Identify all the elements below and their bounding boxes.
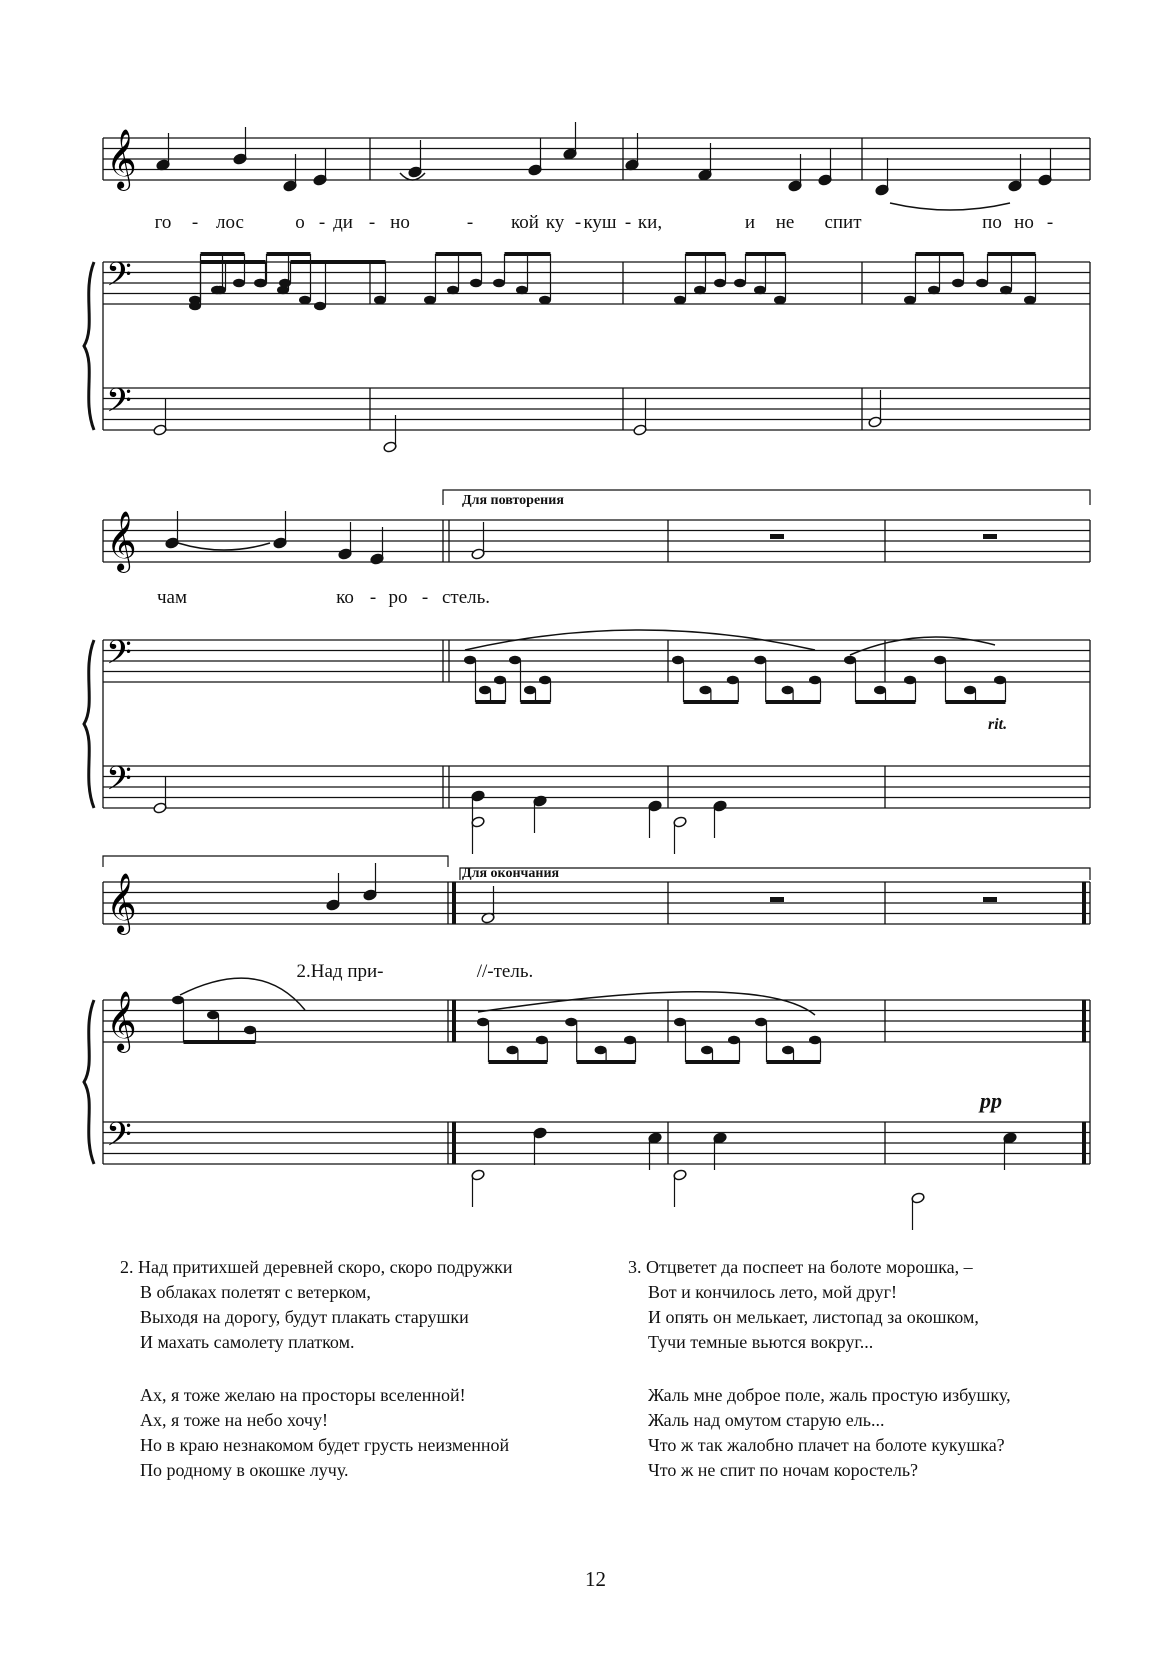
note-head [755,1018,767,1027]
verse-line: Вот и кончилось лето, мой друг! [648,1282,897,1302]
note-head [874,686,886,695]
lyric-syllable: о [295,212,305,233]
lyric-syllable: спит [824,212,862,233]
note-head [928,286,940,295]
tie [890,203,1010,210]
verse-line: Жаль над омутом старую ель... [648,1410,885,1430]
dynamic-rit: rit. [988,716,1008,733]
note-head [1000,286,1012,295]
lyric-syllable: - [318,212,326,233]
verse-line: Выходя на дорогу, будут плакать старушки [140,1307,469,1327]
ending-label-final: Для окончания [462,866,560,881]
note-head [539,676,551,685]
note-head [714,279,726,288]
note-head [447,286,459,295]
note-head [674,1018,686,1027]
verse-line: Ах, я тоже на небо хочу! [140,1410,328,1430]
note-head [699,686,711,695]
whole-rest [770,534,784,539]
note-head [233,279,245,288]
lyric-syllable: ку [545,212,565,233]
note-head [207,1011,219,1020]
dynamic-pp: pp [980,1088,1002,1113]
lyric-syllable: - [1046,212,1054,233]
verse-line: Ах, я тоже желаю на просторы вселенной! [140,1385,466,1405]
bass-clef: 𝄢 [106,256,132,302]
lyric-syllable: куш [583,212,617,233]
lyric-syllable: - [191,212,199,233]
note-head [374,296,386,305]
bass-clef: 𝄢 [106,760,132,806]
ending-label-repeat: Для повторения [462,493,564,508]
note-head [314,302,326,311]
note-head [728,1036,740,1045]
lyric-syllable: - [466,212,474,233]
note-head [479,686,491,695]
lyric-syllable: - [369,587,377,608]
note-head [524,686,536,695]
note-head [506,1046,518,1055]
note-head [565,1018,577,1027]
note-head [189,302,201,311]
note-head [964,686,976,695]
lyric-syllable: - [421,587,429,608]
note-head [934,656,946,665]
lyric-syllable: лос [216,212,244,233]
note-head [516,286,528,295]
note-head [509,656,521,665]
note-head [976,279,988,288]
lyric-syllable: но [390,212,410,233]
lyric-syllable: и [744,212,756,233]
lyric-syllable: ки, [637,212,663,233]
note-head [464,656,476,665]
note-head [595,1046,607,1055]
note-head [672,656,684,665]
note-head [994,676,1006,685]
lyric-syllable: чам [156,587,188,608]
slur [180,978,305,1010]
bass-clef: 𝄢 [106,382,132,428]
lyric-syllable: 2.Над при- [296,961,384,982]
verse-line: Что ж не спит по ночам коростель? [648,1460,919,1480]
verse-3 [628,1255,1011,1483]
note-head [754,656,766,665]
whole-rest [983,534,997,539]
note-head [844,656,856,665]
piano-brace [84,262,94,430]
note-head [782,1046,794,1055]
whole-rest [983,897,997,902]
verse-line: Над притихшей деревней скоро, скоро подружки [138,1257,513,1277]
verse-line: Что ж так жалобно плачет на болоте кукушка? [648,1435,1005,1455]
lyric-syllable: //-тель. [476,961,534,982]
note-head [477,1018,489,1027]
page-number: 12 [585,1567,606,1591]
verse-2 [120,1255,513,1483]
note-head [674,296,686,305]
lyric-syllable: ко [336,587,354,608]
verse-line: Тучи темные вьются вокруг... [648,1332,874,1352]
note-head [782,686,794,695]
treble-clef: 𝄞 [106,991,137,1051]
verse-line: И махать самолету платком. [140,1332,355,1352]
verse-number: 3. [628,1257,642,1277]
note-head [774,296,786,305]
note-head [536,1036,548,1045]
lyric-syllable: го [154,212,172,233]
note-head [299,296,311,305]
lyric-syllable: ро [388,587,408,608]
verse-number: 2. [120,1257,134,1277]
note-head [214,286,226,295]
slur [478,992,815,1015]
lyric-syllable: - [624,212,632,233]
treble-clef: 𝄞 [106,129,137,189]
note-head [624,1036,636,1045]
note-head [254,279,266,288]
piano-brace [84,640,94,808]
note-head [494,676,506,685]
bass-clef: 𝄢 [106,634,132,680]
note-head [279,279,291,288]
note-head [754,286,766,295]
note-head [539,296,551,305]
ending-bracket [103,856,448,867]
lyric-syllable: кой [511,212,539,233]
note-head [952,279,964,288]
treble-clef: 𝄞 [106,873,137,933]
lyric-syllable: - [368,212,376,233]
bass-clef: 𝄢 [106,1116,132,1162]
note-head [424,296,436,305]
lyric-syllable: - [574,212,582,233]
verse-line: И опять он мелькает, листопад за окошком, [648,1307,979,1327]
note-head [470,279,482,288]
note-head [809,1036,821,1045]
note-head [244,1026,256,1035]
note-head [809,676,821,685]
whole-rest [770,897,784,902]
note-head [904,296,916,305]
verse-line: Но в краю незнакомом будет грусть неизменной [140,1435,510,1455]
verse-line: По родному в окошке лучу. [140,1460,349,1480]
note-head [1024,296,1036,305]
tie [178,543,270,550]
lyric-syllable: ди [333,212,353,233]
lyric-syllable: по [982,212,1002,233]
note-head [694,286,706,295]
verse-line: Отцветет да поспеет на болоте морошка, – [646,1257,973,1277]
lyric-syllable: стель. [441,587,491,608]
piano-brace [84,1000,94,1164]
lyric-syllable: не [775,212,795,233]
note-head [172,996,184,1005]
lyric-syllable: но [1014,212,1034,233]
note-head [727,676,739,685]
verse-line: Жаль мне доброе поле, жаль простую избушку, [648,1385,1011,1405]
note-head [701,1046,713,1055]
treble-clef: 𝄞 [106,511,137,571]
note-head [493,279,505,288]
note-head [734,279,746,288]
note-head [904,676,916,685]
verse-line: В облаках полетят с ветерком, [140,1282,371,1302]
